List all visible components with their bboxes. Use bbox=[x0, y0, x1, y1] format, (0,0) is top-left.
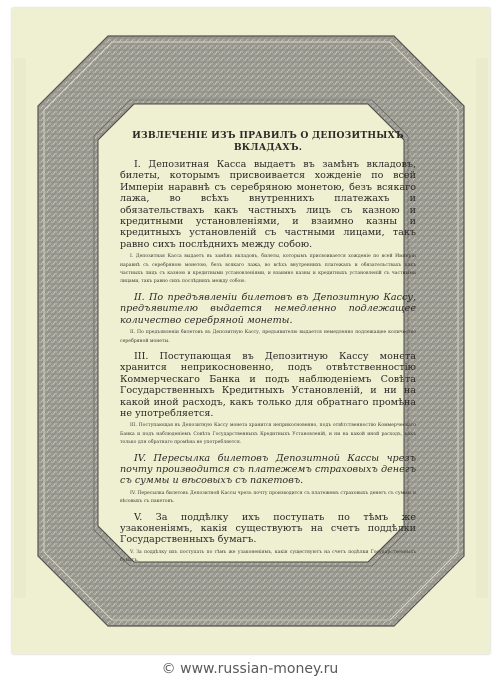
section-3-small: III. Поступающая въ Депозитную Кассу монета хранится неприкосновенно, подъ отвѣтственностію Коммерческаго Банка и подъ наблюденіемъ Совѣта Государственныхъ Кредитныхъ Установленій, и ни на какой иной расходъ, какъ только для обратнаго промѣна не употребляется. bbox=[120, 423, 416, 446]
section-2-main: II. По предъявленіи билетовъ въ Депозитную Кассу, предъявителю выдается немедленно подлежащее количество серебряной монеты. bbox=[120, 291, 416, 326]
section-1-small: I. Депозитная Касса выдаетъ въ замѣнъ вкладовъ, билеты, которымъ присвоивается хожденіе по всей Имперіи наравнѣ съ серебряною монетою, безъ всякаго лажа, во всѣхъ внутреннихъ платежахъ и обязательствахъ какъ частныхъ лицъ съ казною и кредитными установленіями, и взаимно казны и кредитныхъ установленій съ частными лицами, такъ равно сихъ послѣднихъ между собою. bbox=[120, 254, 416, 285]
section-2-small: II. По предъявленіи билетовъ въ Депозитную Кассу, предъявителю выдается немедленно подлежащее количество серебряной монеты. bbox=[120, 330, 416, 344]
title-line-2: ВКЛАДАХЪ. bbox=[233, 142, 303, 153]
section-5-small: V. За поддѣлку ихъ поступать по тѣмъ же узаконеніямъ, какія существуютъ на счетъ подѣлки Государственныхъ бумагъ. bbox=[120, 549, 416, 564]
document-title bbox=[120, 130, 416, 154]
rules-text-block bbox=[120, 130, 416, 582]
section-4-main: IV. Пересылка билетовъ Депозитной Кассы чрезъ почту производится съ платежемъ страховыхъ денегъ съ суммы и вѣсовыхъ съ пакетовъ. bbox=[120, 452, 416, 487]
section-4-small: IV. Пересылка билетовъ Депозитной Кассы чрезъ почту производится съ платежемъ страховыхъ денегъ съ суммы и вѣсовыхъ съ пакетовъ. bbox=[120, 490, 416, 505]
section-3-main: III. Поступающая въ Депозитную Кассу монета хранится неприкосновенно, подъ отвѣтственностію Коммерческаго Банка и подъ наблюденіемъ Совѣта Государственныхъ Кредитныхъ Установленій, и ни на какой иной расходъ, какъ только для обратнаго промѣна не употребляется. bbox=[120, 350, 416, 419]
footer-copyright: © www.russian-money.ru bbox=[161, 661, 339, 677]
section-5-main: V. За поддѣлку ихъ поступать по тѣмъ же узаконеніямъ, какія существуютъ на счетъ поддѣлки Государственныхъ бумагъ. bbox=[120, 511, 416, 546]
title-line-1: ИЗВЛЕЧЕНІЕ ИЗЪ ПРАВИЛЪ О ДЕПОЗИТНЫХЪ bbox=[132, 130, 404, 141]
banknote-back bbox=[12, 8, 490, 654]
section-1-main: I. Депозитная Касса выдаетъ въ замѣнъ вкладовъ, билеты, которымъ присвоивается хожденіе по всей Имперіи наравнѣ съ серебряною монетою, безъ всякаго лажа, во всѣхъ внутреннихъ платежахъ и обязательствахъ какъ частныхъ лицъ съ казною и кредитными установленіями, и взаимно казны и кредитныхъ установленій съ частными лицами, такъ равно сихъ послѣднихъ между собою. bbox=[120, 159, 416, 250]
watermark-footer bbox=[0, 656, 500, 682]
